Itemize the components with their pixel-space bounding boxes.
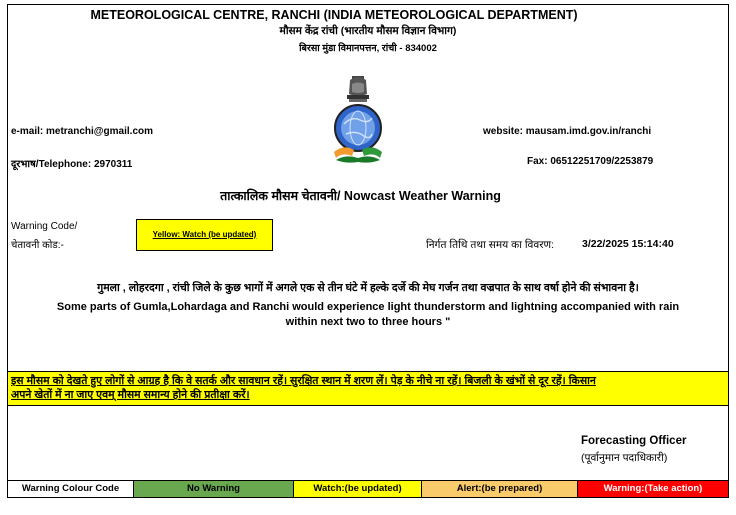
email: e-mail: metranchi@gmail.com [11,126,154,137]
legend-no-warning: No Warning [134,481,294,497]
legend-label: Warning Colour Code [8,481,134,497]
advisory-line1: इस मौसम को देखते हुए लोगों से आग्रह है कि वे सतर्क और सावधान रहें। सुरक्षित स्थान में शरण लें। पेड़ के नीचे ना रहें। बिजली के खंभों से दूर रहें। किसान [11,375,596,387]
advisory-line2: अपने खेतों में ना जाए एवम् मौसम समान्य होने की प्रतीक्षा करें। [11,389,250,401]
warning-code-label: Warning Code/ [11,221,78,232]
signature-title: Forecasting Officer [581,435,687,447]
imd-emblem-icon [330,74,386,170]
issue-datetime-value: 3/22/2025 15:14:40 [582,238,674,250]
public-advisory [8,371,728,406]
page-title: तात्कालिक मौसम चेतावनी/ Nowcast Weather Warning [220,189,501,203]
org-name-hi: मौसम केंद्र रांची (भारतीय मौसम विज्ञान विभाग) [279,25,457,37]
telephone: दूरभाष/Telephone: 2970311 [11,159,133,170]
message-hindi: गुमला , लोहरदगा , रांची जिले के कुछ भागों में अगले एक से तीन घंटे में हल्के दर्जे की मेघ गर्जन तथा वज्रपात के साथ वर्षा होने की संभावना है। [97,282,639,294]
warning-code-value: Yellow: Watch (be updated) [136,219,273,251]
signature-title-hi: (पूर्वानुमान पदाधिकारी) [581,452,668,464]
warning-code-label-hi: चेतावनी कोड:- [11,240,64,251]
legend-watch: Watch:(be updated) [294,481,422,497]
issue-datetime-label: निर्गत तिथि तथा समय का विवरण: [426,239,555,251]
message-english-line2: within next two to three hours " [285,316,451,328]
legend-alert: Alert:(be prepared) [422,481,578,497]
org-address-hi: बिरसा मुंडा विमानपत्तन, रांची - 834002 [299,43,437,54]
legend-warning: Warning:(Take action) [578,481,728,497]
fax: Fax: 06512251709/2253879 [527,156,654,167]
warning-colour-legend [8,480,728,497]
message-english-line1: Some parts of Gumla,Lohardaga and Ranchi would experience light thunderstorm and lightning accompanied with rain [56,301,680,313]
website: website: mausam.imd.gov.in/ranchi [483,126,652,137]
org-name-en: METEOROLOGICAL CENTRE, RANCHI (INDIA METEOROLOGICAL DEPARTMENT) [90,8,578,22]
